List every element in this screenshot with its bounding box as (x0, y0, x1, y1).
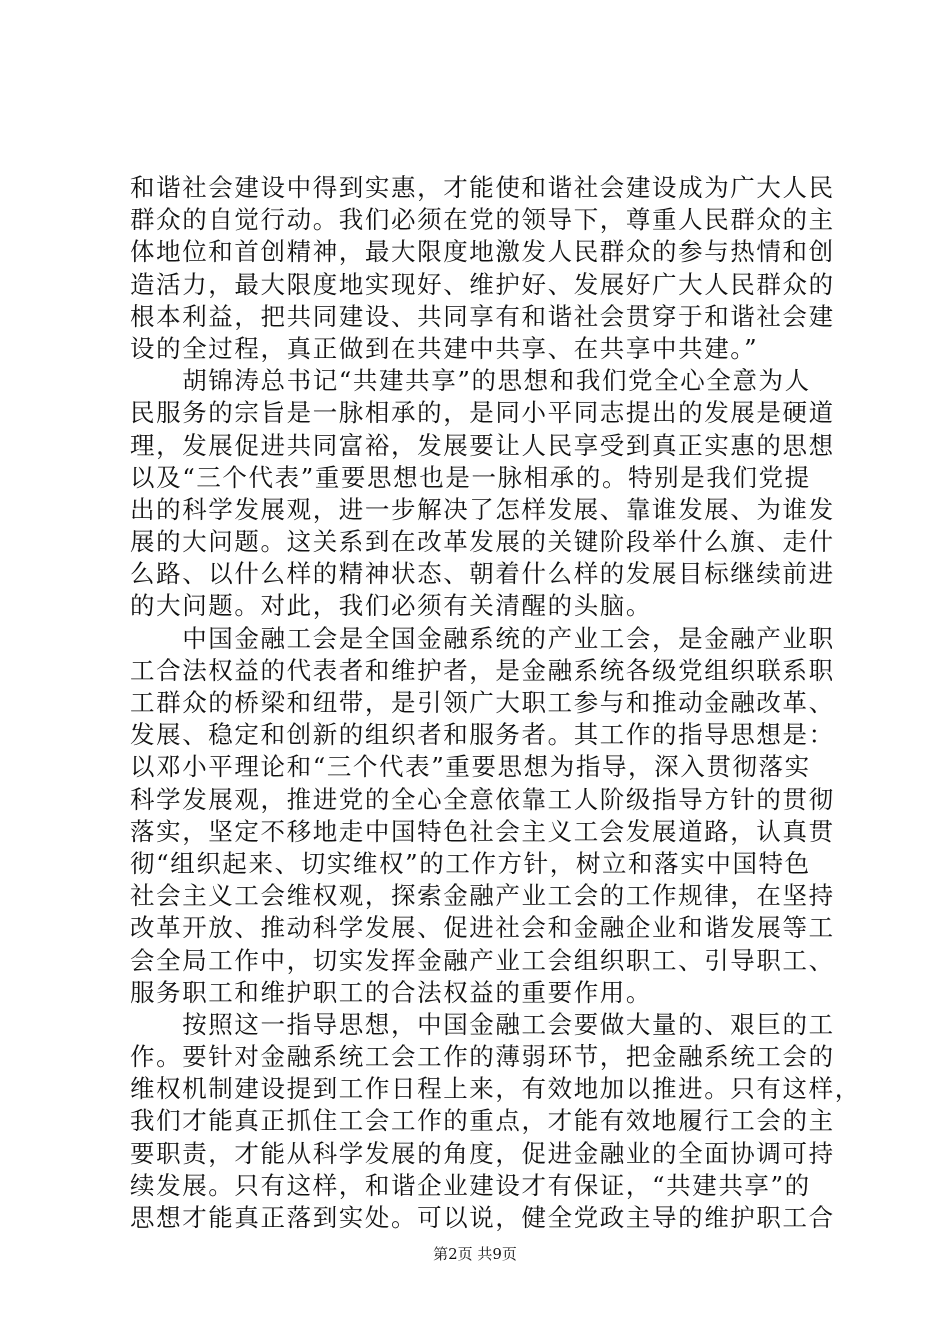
text-line: 根本利益，把共同建设、共同享有和谐社会贯穿于和谐社会建 (130, 301, 835, 331)
text-line: 彻“组织起来、切实维权”的工作方针，树立和落实中国特色 (130, 848, 811, 878)
text-line: 以邓小平理论和“三个代表”重要思想为指导，深入贯彻落实 (130, 752, 811, 782)
text-line: 续发展。只有这样，和谐企业建设才有保证，“共建共享”的 (130, 1170, 811, 1200)
text-line: 改革开放、推动科学发展、促进社会和金融企业和谐发展等工 (130, 913, 835, 943)
text-line: 以及“三个代表”重要思想也是一脉相承的。特别是我们党提 (130, 462, 811, 492)
text-line: 思想才能真正落到实处。可以说，健全党政主导的维护职工合 (130, 1203, 835, 1232)
text-line: 展的大问题。这关系到在改革发展的关键阶段举什么旗、走什 (130, 527, 835, 557)
text-line: 发展、稳定和创新的组织者和服务者。其工作的指导思想是： (130, 720, 835, 750)
body-text (130, 172, 861, 1234)
text-line: 科学发展观，推进党的全心全意依靠工人阶级指导方针的贯彻 (130, 784, 835, 814)
text-line: 胡锦涛总书记“共建共享”的思想和我们党全心全意为人 (130, 366, 811, 396)
text-line: 造活力，最大限度地实现好、维护好、发展好广大人民群众的 (130, 269, 835, 299)
text-line: 我们才能真正抓住工会工作的重点，才能有效地履行工会的主 (130, 1106, 835, 1136)
text-line: 工群众的桥梁和纽带，是引领广大职工参与和推动金融改革、 (130, 688, 835, 717)
text-line: 作。要针对金融系统工会工作的薄弱环节，把金融系统工会的 (130, 1042, 835, 1072)
text-line: 维权机制建设提到工作日程上来，有效地加以推进。只有这样， (130, 1074, 861, 1104)
text-line: 落实，坚定不移地走中国特色社会主义工会发展道路，认真贯 (130, 816, 835, 846)
text-line: 的大问题。对此，我们必须有关清醒的头脑。 (130, 591, 652, 621)
text-line: 服务职工和维护职工的合法权益的重要作用。 (130, 977, 652, 1007)
text-line: 社会主义工会维权观，探索金融产业工会的工作规律，在坚持 (130, 881, 835, 911)
text-line: 工合法权益的代表者和维护者，是金融系统各级党组织联系职 (130, 655, 835, 685)
text-line: 会全局工作中，切实发挥金融产业工会组织职工、引导职工、 (130, 945, 835, 975)
text-line: 民服务的宗旨是一脉相承的，是同小平同志提出的发展是硬道 (130, 398, 835, 428)
text-line: 按照这一指导思想，中国金融工会要做大量的、艰巨的工 (130, 1009, 835, 1039)
text-line: 中国金融工会是全国金融系统的产业工会，是金融产业职 (130, 623, 835, 653)
text-line: 出的科学发展观，进一步解决了怎样发展、靠谁发展、为谁发 (130, 494, 835, 524)
text-line: 群众的自觉行动。我们必须在党的领导下，尊重人民群众的主 (130, 205, 835, 235)
page-footer: 第2页 共9页 (433, 1245, 517, 1263)
text-line: 要职责，才能从科学发展的角度，促进金融业的全面协调可持 (130, 1138, 835, 1168)
text-line: 和谐社会建设中得到实惠，才能使和谐社会建设成为广大人民 (130, 173, 835, 202)
text-line: 理，发展促进共同富裕，发展要让人民享受到真正实惠的思想 (130, 430, 835, 460)
text-line: 设的全过程，真正做到在共建中共享、在共享中共建。” (130, 333, 759, 363)
text-line: 么路、以什么样的精神状态、朝着什么样的发展目标继续前进 (130, 559, 835, 589)
text-line: 体地位和首创精神，最大限度地激发人民群众的参与热情和创 (130, 237, 835, 267)
